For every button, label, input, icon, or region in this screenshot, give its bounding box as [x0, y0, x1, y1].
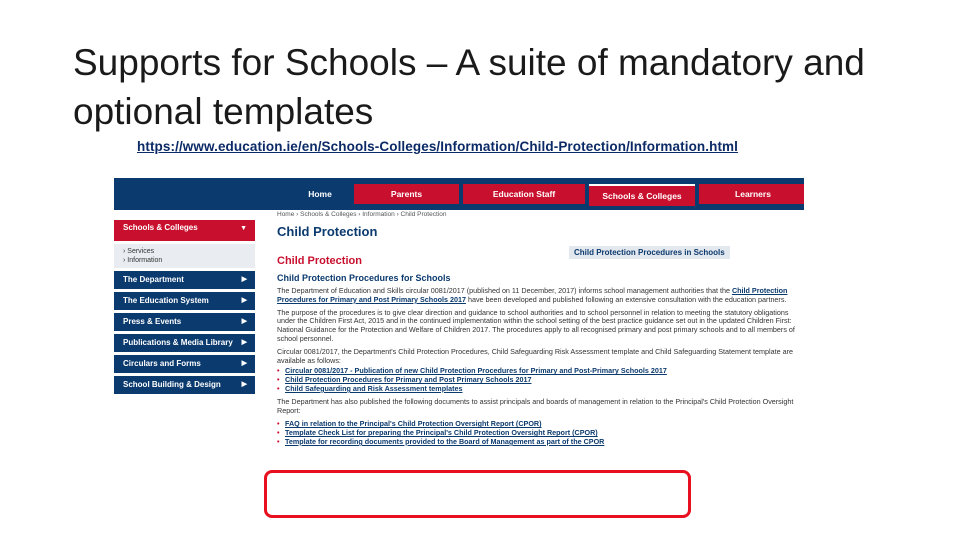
list-item[interactable]: • Circular 0081/2017 - Publication of new Child Protection Procedures for Primary and Post-Primary Schools 2017 [277, 367, 804, 376]
oversight-paragraph: The Department has also published the following documents to assist principals and boards of management in relation to the Principal's Child Protection Oversight Report: [277, 396, 794, 415]
subsection-title: Child Protection Procedures for Schools [277, 273, 451, 283]
cpor-list [277, 420, 804, 446]
sidebar-item-press-events[interactable] [114, 313, 255, 331]
chevron-right-icon: ▶ [241, 318, 247, 325]
sidebar-item-label: Press & Events [123, 317, 182, 326]
sidebar-item-label: Circulars and Forms [123, 359, 201, 368]
sidebar-subitem-information[interactable]: › Information [123, 257, 163, 264]
tab-education-staff[interactable]: Education Staff [463, 184, 585, 204]
purpose-paragraph: The purpose of the procedures is to give clear direction and guidance to school authorities and to school personnel in relation to meeting the statutory obligations under the Children First Act, 2015 and in the continued implementation within the school setting of the best practice guidance set out in the updated Children First: National Guidance for the Protection and Welfare of Children 2017. The procedures apply to all recognised primary and post primary schools and to all members of school personnel. [277, 307, 795, 343]
documents-list [277, 367, 804, 393]
tab-learners[interactable]: Learners [699, 184, 804, 204]
sidebar-item-education-system[interactable] [114, 292, 255, 310]
chevron-right-icon: ▶ [241, 381, 247, 388]
breadcrumb[interactable]: Home › Schools & Colleges › Information › Child Protection [277, 211, 447, 218]
tab-parents[interactable]: Parents [354, 184, 459, 204]
chevron-down-icon: ▼ [240, 225, 247, 232]
list-item[interactable]: • Child Safeguarding and Risk Assessment templates [277, 385, 804, 394]
sidebar-item-publications[interactable] [114, 334, 255, 352]
tab-home[interactable]: Home [290, 184, 350, 204]
list-item[interactable]: • FAQ in relation to the Principal's Child Protection Oversight Report (CPOR) [277, 420, 804, 429]
intro-paragraph: The Department of Education and Skills circular 0081/2017 (published on 11 December, 2017) informs school management authorities that the Child Protection Procedures for Primary and Post Primary Schools 2017 have been developed and published following an extensive consultation with the education partners. [277, 286, 788, 304]
sidebar-item-school-building[interactable] [114, 376, 255, 394]
chevron-right-icon: ▶ [241, 360, 247, 367]
section-title: Child Protection [277, 255, 362, 267]
sidebar-subitem-services[interactable]: › Services [123, 248, 155, 255]
main-content [277, 210, 804, 447]
sidebar-item-label: The Department [123, 275, 184, 284]
list-item[interactable]: • Template Check List for preparing the Principal's Child Protection Oversight Report (CPOR) [277, 429, 804, 438]
side-nav-pill[interactable]: Child Protection Procedures in Schools [569, 246, 730, 259]
chevron-right-icon: ▶ [241, 339, 247, 346]
top-navigation-bar [114, 178, 804, 210]
sidebar-item-label: Schools & Colleges [123, 223, 198, 232]
page-title: Child Protection [277, 224, 378, 239]
source-url-link[interactable]: https://www.education.ie/en/Schools-Colleges/Information/Child-Protection/Information.html [137, 139, 739, 154]
website-screenshot [114, 178, 804, 516]
list-item[interactable]: • Child Protection Procedures for Primary and Post Primary Schools 2017 [277, 376, 804, 385]
circular-paragraph: Circular 0081/2017, the Department's Child Protection Procedures, Child Safeguarding Risk Assessment template and Child Safeguarding Statement template are available as follows: [277, 346, 793, 365]
procedures-link[interactable]: Child Protection Procedures for Primary and Post Primary Schools 2017 [277, 286, 788, 304]
list-item[interactable]: • Template for recording documents provided to the Board of Management as part of the CPOR [277, 438, 804, 447]
chevron-right-icon: ▶ [241, 276, 247, 283]
chevron-right-icon: ▶ [241, 297, 247, 304]
sidebar-item-label: School Building & Design [123, 380, 221, 389]
sidebar-item-label: The Education System [123, 296, 209, 305]
highlight-box [264, 470, 691, 518]
sidebar-item-schools-colleges[interactable] [114, 220, 255, 241]
tab-schools-colleges[interactable]: Schools & Colleges [589, 184, 695, 206]
sidebar-item-label: Publications & Media Library [123, 338, 233, 347]
sidebar [114, 220, 255, 397]
sidebar-item-circulars[interactable] [114, 355, 255, 373]
slide-title: Supports for Schools – A suite of mandatory and optional templates [73, 42, 865, 132]
sidebar-item-department[interactable] [114, 271, 255, 289]
sidebar-subitems [114, 244, 255, 268]
